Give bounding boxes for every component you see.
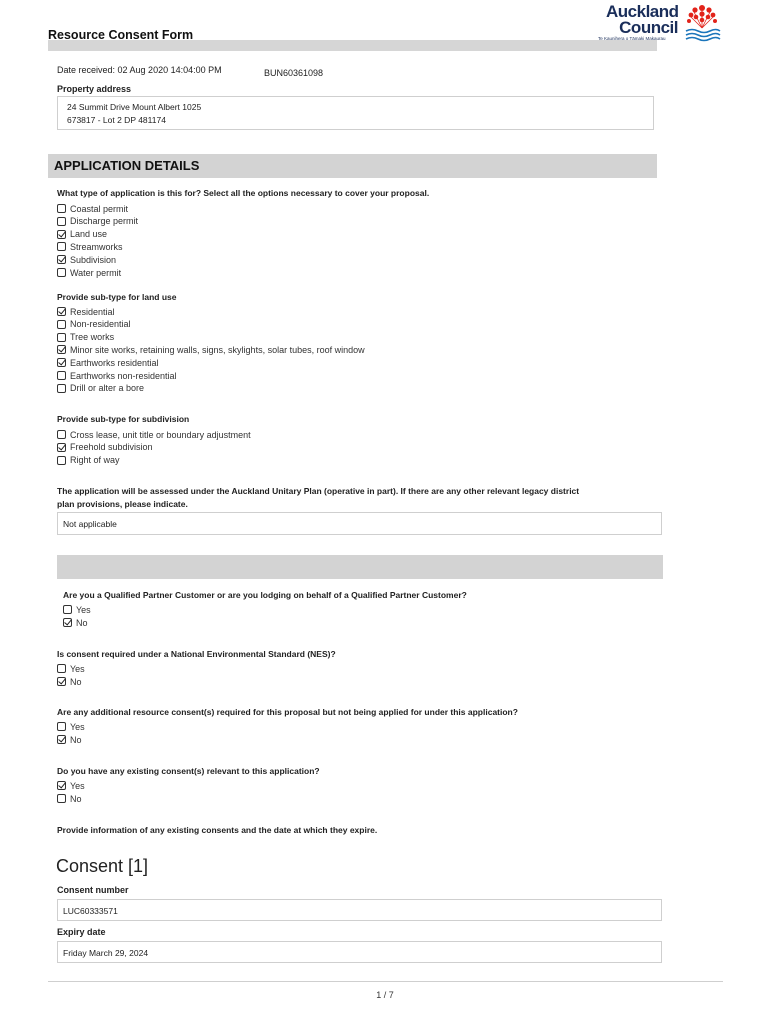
additional-option-yes[interactable] <box>57 720 85 733</box>
landuse-subtype-option[interactable] <box>57 331 114 344</box>
option-label: Freehold subdivision <box>70 442 153 453</box>
subdivision-subtype-option[interactable] <box>57 454 120 467</box>
application-type-option[interactable] <box>57 228 107 241</box>
option-label: Streamworks <box>70 241 123 252</box>
page-number: 1 / 7 <box>376 990 394 1000</box>
section-bar-application-details <box>48 154 657 178</box>
footer-divider <box>48 981 723 982</box>
checkbox[interactable] <box>57 384 66 393</box>
checkbox[interactable] <box>63 605 72 614</box>
landuse-subtype-option[interactable] <box>57 356 159 369</box>
application-type-option[interactable] <box>57 240 123 253</box>
checkbox[interactable] <box>57 333 66 342</box>
checkbox[interactable] <box>57 722 66 731</box>
option-label: Yes <box>70 780 85 791</box>
checkbox[interactable] <box>57 217 66 226</box>
landuse-subtype-option[interactable] <box>57 382 144 395</box>
additional-option-no[interactable] <box>57 733 82 746</box>
subdivision-subtype-question: Provide sub-type for subdivision <box>57 414 190 424</box>
qpc-option-yes[interactable] <box>63 603 91 616</box>
checkbox[interactable] <box>57 430 66 439</box>
logo-line-2: Council <box>619 18 678 37</box>
option-label: Land use <box>70 229 108 240</box>
option-label: No <box>70 676 82 687</box>
consent-number-field[interactable]: LUC60333571 <box>57 899 662 921</box>
option-label: Drill or alter a bore <box>70 383 145 394</box>
additional-consent-question: Are any additional resource consent(s) required for this proposal but not being applied for under this application? <box>57 707 518 717</box>
option-label: Earthworks non-residential <box>70 370 177 381</box>
subdivision-subtype-option[interactable] <box>57 441 153 454</box>
checkbox-checked[interactable] <box>57 358 66 367</box>
checkbox[interactable] <box>57 794 66 803</box>
checkbox[interactable] <box>57 268 66 277</box>
checkbox-checked[interactable] <box>63 618 72 627</box>
expiry-date-field[interactable]: Friday March 29, 2024 <box>57 941 662 963</box>
application-type-option[interactable] <box>57 215 138 228</box>
application-type-option[interactable] <box>57 202 128 215</box>
option-label: No <box>70 793 82 804</box>
option-label: Subdivision <box>70 254 117 265</box>
unitary-plan-field[interactable]: Not applicable <box>57 512 662 535</box>
checkbox-checked[interactable] <box>57 443 66 452</box>
address-line-1: 24 Summit Drive Mount Albert 1025 <box>67 102 202 112</box>
expiry-date-label: Expiry date <box>57 927 106 937</box>
checkbox-checked[interactable] <box>57 255 66 264</box>
pohutukawa-flower-icon <box>682 2 722 42</box>
option-label: Earthworks residential <box>70 357 159 368</box>
option-label: Yes <box>76 604 91 615</box>
nes-option-no[interactable] <box>57 675 82 688</box>
existing-option-yes[interactable] <box>57 779 85 792</box>
property-address-field[interactable] <box>57 96 654 130</box>
option-label: Yes <box>70 721 85 732</box>
logo-wordmark <box>606 4 678 36</box>
checkbox-checked[interactable] <box>57 781 66 790</box>
option-label: No <box>76 617 88 628</box>
logo-tagline: Te Kaunihera o Tāmaki Makaurau <box>598 36 666 41</box>
checkbox-checked[interactable] <box>57 735 66 744</box>
auckland-council-logo <box>596 2 726 44</box>
checkbox-checked[interactable] <box>57 307 66 316</box>
landuse-subtype-option[interactable] <box>57 343 365 356</box>
unitary-plan-question-line-1: The application will be assessed under the Auckland Unitary Plan (operative in part). If there are any other relevant legacy district <box>57 486 580 496</box>
unitary-plan-question-line-2: plan provisions, please indicate. <box>57 499 188 509</box>
checkbox-checked[interactable] <box>57 677 66 686</box>
application-type-question: What type of application is this for? Select all the options necessary to cover your proposal. <box>57 188 430 198</box>
landuse-subtype-question: Provide sub-type for land use <box>57 292 177 302</box>
option-label: Non-residential <box>70 319 131 330</box>
existing-consent-question: Do you have any existing consent(s) relevant to this application? <box>57 766 320 776</box>
option-label: Yes <box>70 663 85 674</box>
nes-option-yes[interactable] <box>57 662 85 675</box>
qpc-option-no[interactable] <box>63 616 88 629</box>
checkbox-checked[interactable] <box>57 345 66 354</box>
existing-option-no[interactable] <box>57 792 82 805</box>
checkbox[interactable] <box>57 320 66 329</box>
application-type-option[interactable] <box>57 253 116 266</box>
checkbox[interactable] <box>57 456 66 465</box>
property-address-label: Property address <box>57 84 132 94</box>
qpc-question: Are you a Qualified Partner Customer or are you lodging on behalf of a Qualified Partner Customer? <box>63 590 467 600</box>
option-label: Discharge permit <box>70 216 139 227</box>
checkbox[interactable] <box>57 204 66 213</box>
application-type-option[interactable] <box>57 266 121 279</box>
option-label: Right of way <box>70 455 120 466</box>
existing-consent-info: Provide information of any existing consents and the date at which they expire. <box>57 825 378 835</box>
date-received: Date received: 02 Aug 2020 14:04:00 PM <box>57 65 222 75</box>
nes-question: Is consent required under a National Environmental Standard (NES)? <box>57 649 336 659</box>
consent-reference: BUN60361098 <box>264 68 324 78</box>
checkbox-checked[interactable] <box>57 230 66 239</box>
subdivision-subtype-option[interactable] <box>57 428 251 441</box>
option-label: Water permit <box>70 267 122 278</box>
option-label: Residential <box>70 306 115 317</box>
form-title: Resource Consent Form <box>48 28 194 42</box>
address-line-2: 673817 - Lot 2 DP 481174 <box>67 115 166 125</box>
landuse-subtype-option[interactable] <box>57 305 115 318</box>
option-label: Coastal permit <box>70 203 129 214</box>
option-label: Minor site works, retaining walls, signs, skylights, solar tubes, roof window <box>70 344 365 355</box>
consent-number-label: Consent number <box>57 885 129 895</box>
consent-heading: Consent [1] <box>56 856 149 876</box>
option-label: No <box>70 734 82 745</box>
landuse-subtype-option[interactable] <box>57 318 131 331</box>
checkbox[interactable] <box>57 371 66 380</box>
option-label: Tree works <box>70 332 115 343</box>
checkbox[interactable] <box>57 242 66 251</box>
option-label: Cross lease, unit title or boundary adjustment <box>70 429 251 440</box>
logo-line-1: Auckland <box>606 2 679 21</box>
section-title: APPLICATION DETAILS <box>54 158 200 173</box>
checkbox[interactable] <box>57 664 66 673</box>
landuse-subtype-option[interactable] <box>57 369 177 382</box>
section-bar-partner <box>57 555 663 579</box>
